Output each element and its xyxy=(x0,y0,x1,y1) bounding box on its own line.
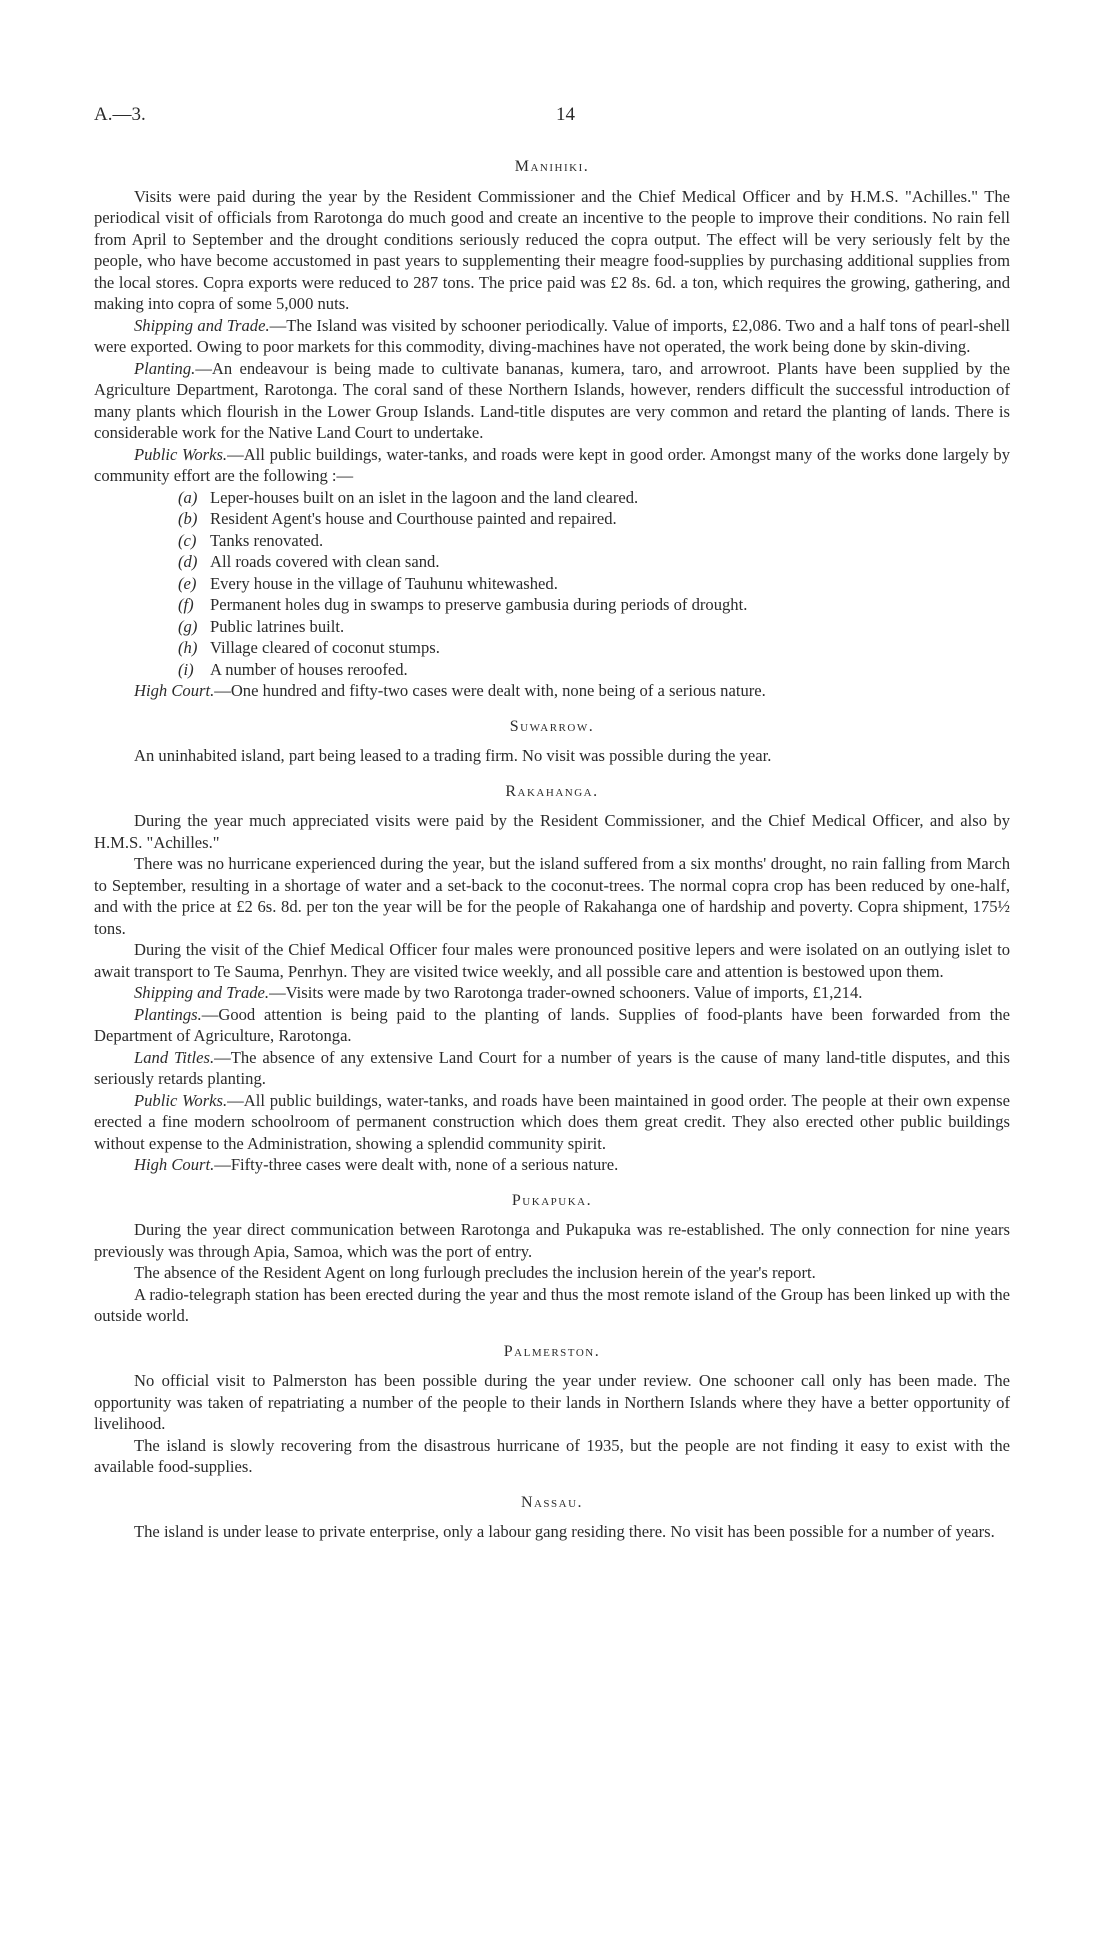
paragraph-text: —All public buildings, water-tanks, and roads were kept in good order. Amongst many of the works done largely by community effort are the following :— xyxy=(94,444,1010,485)
section-heading: Suwarrow. xyxy=(509,717,595,735)
works-list xyxy=(94,487,1010,681)
list-item xyxy=(178,637,1010,659)
paragraph: Visits were paid during the year by the Resident Commissioner and the Chief Medical Officer and by H.M.S. "Achilles." The periodical visit of officials from Rarotonga do much good and create an incentive to the people to improve their conditions. No rain fell from April to September and the drought conditions seriously reduced the copra output. The effect will be very seriously felt by the people, who have become accustomed in past years to supplementing their meagre food-supplies by purchasing additional supplies from the local stores. Copra exports were reduced to 287 tons. The price paid was £2 8s. 6d. a ton, which requires the growing, gathering, and making into copra of some 5,000 nuts. xyxy=(94,186,1010,313)
paragraph-text: —Visits were made by two Rarotonga trader-owned schooners. Value of imports, £1,214. xyxy=(269,983,863,1002)
list-item-text: Village cleared of coconut stumps. xyxy=(210,638,440,657)
section-nassau xyxy=(94,1492,1010,1543)
list-item-text: All roads covered with clean sand. xyxy=(210,552,440,571)
paragraph-text: —An endeavour is being made to cultivate bananas, kumera, taro, and arrowroot. Plants have been supplied by the Agriculture Department, Rarotonga. The coral sand of these Northern Islands, however, renders difficult the successful introduction of many plants which flourish in the Lower Group Islands. Land-title disputes are very common and retard the planting of lands. There is considerable work for the Native Land Court to undertake. xyxy=(94,358,1010,442)
paragraph xyxy=(94,315,1010,358)
paragraph xyxy=(94,358,1010,444)
paragraph-text: —All public buildings, water-tanks, and roads have been maintained in good order. The people at their own expense erected a fine modern schoolroom of permanent construction which does them great credit. They also erected other public buildings without expense to the Administration, showing a splendid community spirit. xyxy=(94,1090,1010,1153)
list-item xyxy=(178,659,1010,681)
list-item-label: (f) xyxy=(178,595,194,614)
paragraph xyxy=(94,982,1010,1004)
list-item xyxy=(178,573,1010,595)
section-heading: Rakahanga. xyxy=(505,782,599,800)
paragraph-lead: High Court. xyxy=(134,1155,215,1174)
paragraph xyxy=(94,1154,1010,1176)
list-item-text: Permanent holes dug in swamps to preserve gambusia during periods of drought. xyxy=(210,595,748,614)
paragraph: The island is slowly recovering from the disastrous hurricane of 1935, but the people are not finding it easy to exist with the available food-supplies. xyxy=(94,1435,1010,1476)
paragraph: There was no hurricane experienced during the year, but the island suffered from a six months' drought, no rain falling from March to September, resulting in a shortage of water and a set-back to the coconut-trees. The normal copra crop has been reduced by one-half, and with the price at £2 6s. 8d. per ton the year will be for the people of Rakahanga one of hardship and poverty. Copra shipment, 175½ tons. xyxy=(94,854,1010,938)
paragraph-lead: Planting. xyxy=(134,358,196,378)
list-item-label: (h) xyxy=(178,638,198,657)
paragraph xyxy=(94,680,1010,702)
page-number: 14 xyxy=(556,104,575,125)
section-manihiki xyxy=(94,156,1010,702)
page-header xyxy=(94,104,1034,134)
list-item-text: Resident Agent's house and Courthouse painted and repaired. xyxy=(210,509,617,528)
section-palmerston xyxy=(94,1341,1010,1478)
list-item-text: Tanks renovated. xyxy=(210,530,324,550)
list-item xyxy=(178,487,1010,509)
paragraph xyxy=(94,1090,1010,1155)
paragraph-text: —Fifty-three cases were dealt with, none of a serious nature. xyxy=(214,1155,619,1174)
section-heading: Nassau. xyxy=(520,1493,584,1511)
list-item xyxy=(178,530,1010,552)
list-item-label: (d) xyxy=(178,552,198,571)
section-heading: Manihiki. xyxy=(514,158,590,175)
list-item-label: (i) xyxy=(178,659,194,679)
list-item-label: (b) xyxy=(178,509,198,528)
paragraph-text: —The Island was visited by schooner periodically. Value of imports, £2,086. Two and a half tons of pearl-shell were exported. Owing to poor markets for this commodity, diving-machines have not operated, the work being done by skin-diving. xyxy=(94,315,1010,356)
paragraph: An uninhabited island, part being leased to a trading firm. No visit was possible during the year. xyxy=(134,746,772,765)
list-item-text: Public latrines built. xyxy=(210,616,345,636)
list-item-label: (c) xyxy=(178,530,197,550)
paragraph-text: —One hundred and fifty-two cases were dealt with, none being of a serious nature. xyxy=(214,681,766,700)
section-heading: Pukapuka. xyxy=(511,1191,593,1209)
list-item-text: Leper-houses built on an islet in the lagoon and the land cleared. xyxy=(210,487,639,507)
paragraph-lead: Land Titles. xyxy=(134,1047,215,1067)
paragraph: A radio-telegraph station has been erected during the year and thus the most remote island of the Group has been linked up with the outside world. xyxy=(94,1284,1010,1325)
list-item-label: (g) xyxy=(178,616,198,636)
list-item-label: (a) xyxy=(178,487,198,507)
section-heading: Palmerston. xyxy=(503,1342,601,1360)
paragraph: During the visit of the Chief Medical Officer four males were pronounced positive lepers and were isolated on an outlying islet to await transport to Te Sauma, Penrhyn. They are visited twice weekly, and all possible care and attention is bestowed upon them. xyxy=(94,940,1010,981)
document-reference: A.—3. xyxy=(94,104,146,125)
list-item xyxy=(178,551,1010,573)
paragraph-lead: High Court. xyxy=(134,681,215,700)
paragraph xyxy=(94,444,1010,487)
report-body xyxy=(94,156,1010,1543)
paragraph: During the year much appreciated visits were paid by the Resident Commissioner, and the Chief Medical Officer, and also by H.M.S. "Achilles." xyxy=(94,811,1010,852)
section-rakahanga xyxy=(94,781,1010,1176)
paragraph-lead: Shipping and Trade. xyxy=(134,983,270,1002)
list-item-label: (e) xyxy=(178,573,197,593)
paragraph: During the year direct communication between Rarotonga and Pukapuka was re-established. The only connection for nine years previously was through Apia, Samoa, which was the port of entry. xyxy=(94,1220,1010,1261)
list-item-text: A number of houses reroofed. xyxy=(210,659,408,679)
paragraph-lead: Plantings. xyxy=(134,1004,202,1024)
list-item xyxy=(178,594,1010,616)
list-item xyxy=(178,508,1010,530)
section-suwarrow xyxy=(94,716,1010,767)
paragraph: The island is under lease to private enterprise, only a labour gang residing there. No visit has been possible for a number of years. xyxy=(134,1522,995,1541)
paragraph-lead: Shipping and Trade. xyxy=(134,315,270,335)
paragraph-lead: Public Works. xyxy=(134,444,228,464)
paragraph-text: —Good attention is being paid to the planting of lands. Supplies of food-plants have been forwarded from the Department of Agriculture, Rarotonga. xyxy=(94,1004,1010,1045)
paragraph-lead: Public Works. xyxy=(134,1090,228,1110)
paragraph-text: —The absence of any extensive Land Court for a number of years is the cause of many land-title disputes, and this seriously retards planting. xyxy=(94,1047,1010,1088)
list-item xyxy=(178,616,1010,638)
list-item-text: Every house in the village of Tauhunu whitewashed. xyxy=(210,573,558,593)
paragraph xyxy=(94,1047,1010,1090)
paragraph: The absence of the Resident Agent on long furlough precludes the inclusion herein of the year's report. xyxy=(134,1263,816,1282)
paragraph xyxy=(94,1004,1010,1047)
paragraph: No official visit to Palmerston has been possible during the year under review. One schooner call only has been made. The opportunity was taken of repatriating a number of the people to their lands in Northern Islands where they have a better opportunity of livelihood. xyxy=(94,1371,1010,1433)
section-pukapuka xyxy=(94,1190,1010,1327)
